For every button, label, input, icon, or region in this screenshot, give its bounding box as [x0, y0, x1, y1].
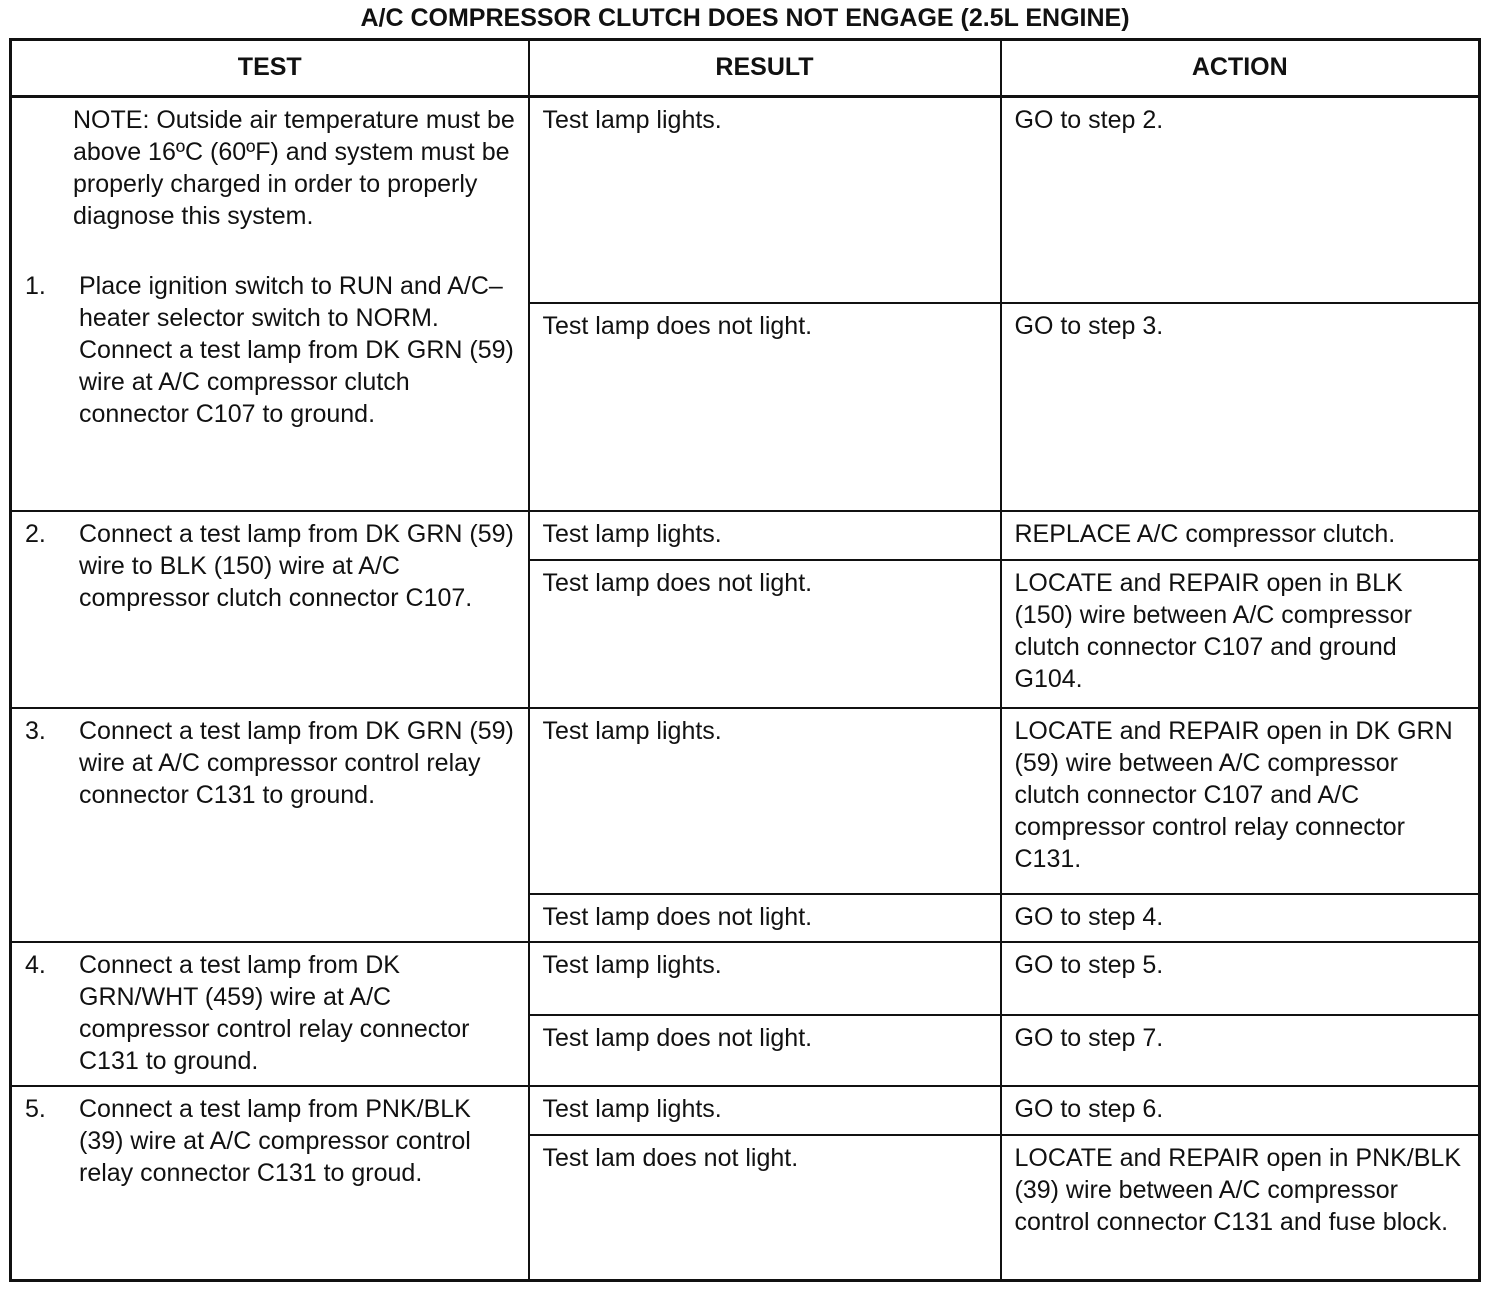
- test-instruction: Connect a test lamp from DK GRN (59) wire to BLK (150) wire at A/C compressor clutch connector C107.: [79, 519, 514, 612]
- action-cell: REPLACE A/C compressor clutch.: [1001, 511, 1480, 560]
- action-cell: GO to step 6.: [1001, 1086, 1480, 1135]
- action-cell: LOCATE and REPAIR open in DK GRN (59) wire between A/C compressor clutch connector C107 and A/C compressor control relay connector C131.: [1001, 708, 1480, 894]
- action-cell: GO to step 4.: [1001, 894, 1480, 943]
- test-instruction: Place ignition switch to RUN and A/C–heater selector switch to NORM. Connect a test lamp from DK GRN (59) wire at A/C compressor clutch connector C107 to ground.: [79, 272, 514, 428]
- table-header-row: [11, 40, 1480, 97]
- result-cell: Test lamp lights.: [529, 942, 1001, 1015]
- action-cell: GO to step 2.: [1001, 97, 1480, 303]
- column-header-action: ACTION: [1001, 40, 1480, 97]
- action-cell: LOCATE and REPAIR open in BLK (150) wire between A/C compressor clutch connector C107 and ground G104.: [1001, 560, 1480, 708]
- table-row: [11, 1086, 1480, 1135]
- test-cell-step-2: [11, 511, 529, 708]
- column-header-result: RESULT: [529, 40, 1001, 97]
- test-instruction: Connect a test lamp from DK GRN/WHT (459) wire at A/C compressor control relay connector C131 to ground.: [79, 951, 470, 1076]
- step-number: 4.: [25, 951, 46, 980]
- page-title: A/C COMPRESSOR CLUTCH DOES NOT ENGAGE (2.5L ENGINE): [360, 4, 1130, 32]
- test-cell-step-1: [11, 97, 529, 511]
- result-cell: Test lamp does not light.: [529, 894, 1001, 943]
- result-cell: Test lamp lights.: [529, 97, 1001, 303]
- result-cell: Test lam does not light.: [529, 1135, 1001, 1281]
- result-cell: Test lamp lights.: [529, 1086, 1001, 1135]
- test-instruction: Connect a test lamp from PNK/BLK (39) wire at A/C compressor control relay connector C131 to groud.: [79, 1094, 471, 1187]
- result-cell: Test lamp lights.: [529, 511, 1001, 560]
- step-1-test: [25, 270, 516, 430]
- table-row: [11, 511, 1480, 560]
- action-cell: GO to step 7.: [1001, 1015, 1480, 1086]
- test-cell-step-5: [11, 1086, 529, 1281]
- result-cell: Test lamp does not light.: [529, 560, 1001, 708]
- step-number: 3.: [25, 716, 46, 745]
- table-row: [11, 97, 1480, 303]
- result-cell: Test lamp does not light.: [529, 1015, 1001, 1086]
- table-row: [11, 942, 1480, 1015]
- action-cell: GO to step 3.: [1001, 303, 1480, 511]
- action-cell: LOCATE and REPAIR open in PNK/BLK (39) wire between A/C compressor control connector C131 and fuse block.: [1001, 1135, 1480, 1281]
- step-number: 2.: [25, 519, 46, 548]
- result-cell: Test lamp lights.: [529, 708, 1001, 894]
- action-cell: GO to step 5.: [1001, 942, 1480, 1015]
- test-cell-step-3: [11, 708, 529, 943]
- result-cell: Test lamp does not light.: [529, 303, 1001, 511]
- step-number: 1.: [25, 272, 46, 300]
- column-header-test: TEST: [11, 40, 529, 97]
- test-cell-step-4: [11, 942, 529, 1086]
- diagnostic-table: [9, 38, 1481, 1282]
- table-row: [11, 708, 1480, 894]
- test-instruction: Connect a test lamp from DK GRN (59) wire at A/C compressor control relay connector C131 to ground.: [79, 716, 514, 809]
- note-text: NOTE: Outside air temperature must be above 16ºC (60ºF) and system must be properly charged in order to properly diagnose this system.: [73, 106, 515, 230]
- step-number: 5.: [25, 1094, 46, 1123]
